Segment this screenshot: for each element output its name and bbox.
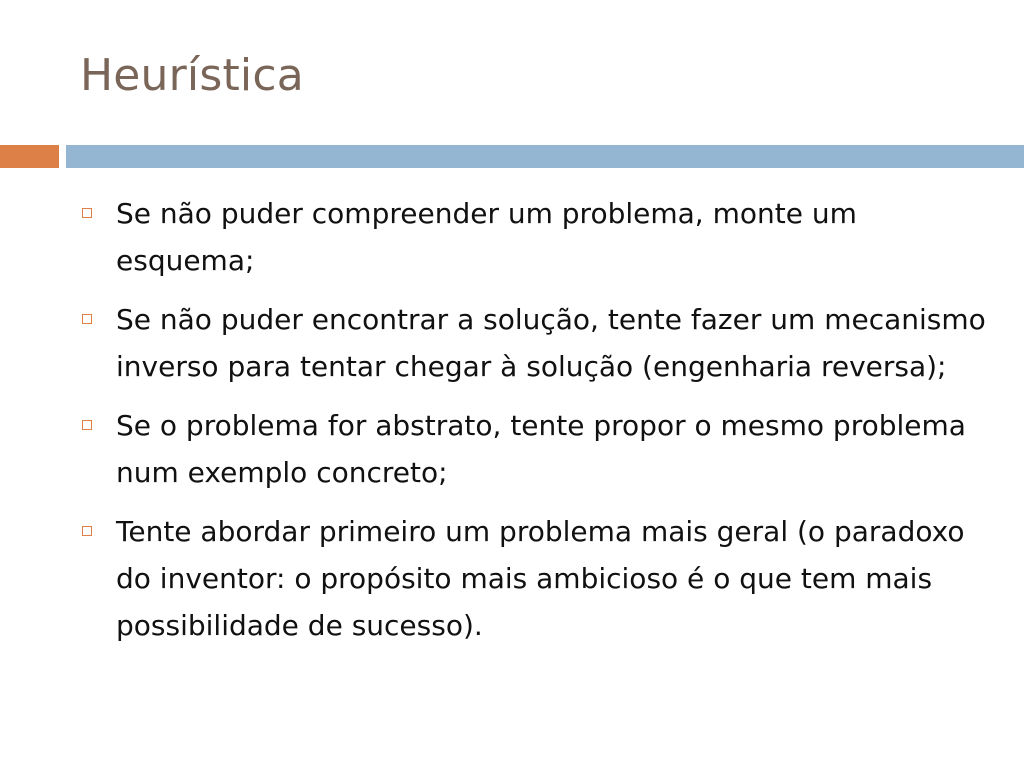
bullet-item xyxy=(80,508,990,649)
square-bullet-icon xyxy=(82,208,92,218)
bullet-item xyxy=(80,296,990,390)
bullet-item xyxy=(80,190,990,284)
bullet-text: Se o problema for abstrato, tente propor o mesmo problema num exemplo concreto; xyxy=(116,409,966,489)
slide-title: Heurística xyxy=(80,50,304,101)
accent-bar-blue xyxy=(66,145,1024,168)
square-bullet-icon xyxy=(82,420,92,430)
bullet-text: Se não puder compreender um problema, monte um esquema; xyxy=(116,197,857,277)
bullet-list xyxy=(80,190,990,661)
bullet-text: Tente abordar primeiro um problema mais geral (o paradoxo do inventor: o propósito mais ambicioso é o que tem mais possibilidade de sucesso). xyxy=(116,515,965,642)
bullet-item xyxy=(80,402,990,496)
square-bullet-icon xyxy=(82,314,92,324)
bullet-text: Se não puder encontrar a solução, tente fazer um mecanismo inverso para tentar chegar à solução (engenharia reversa); xyxy=(116,303,986,383)
accent-bar-orange xyxy=(0,145,59,168)
square-bullet-icon xyxy=(82,526,92,536)
